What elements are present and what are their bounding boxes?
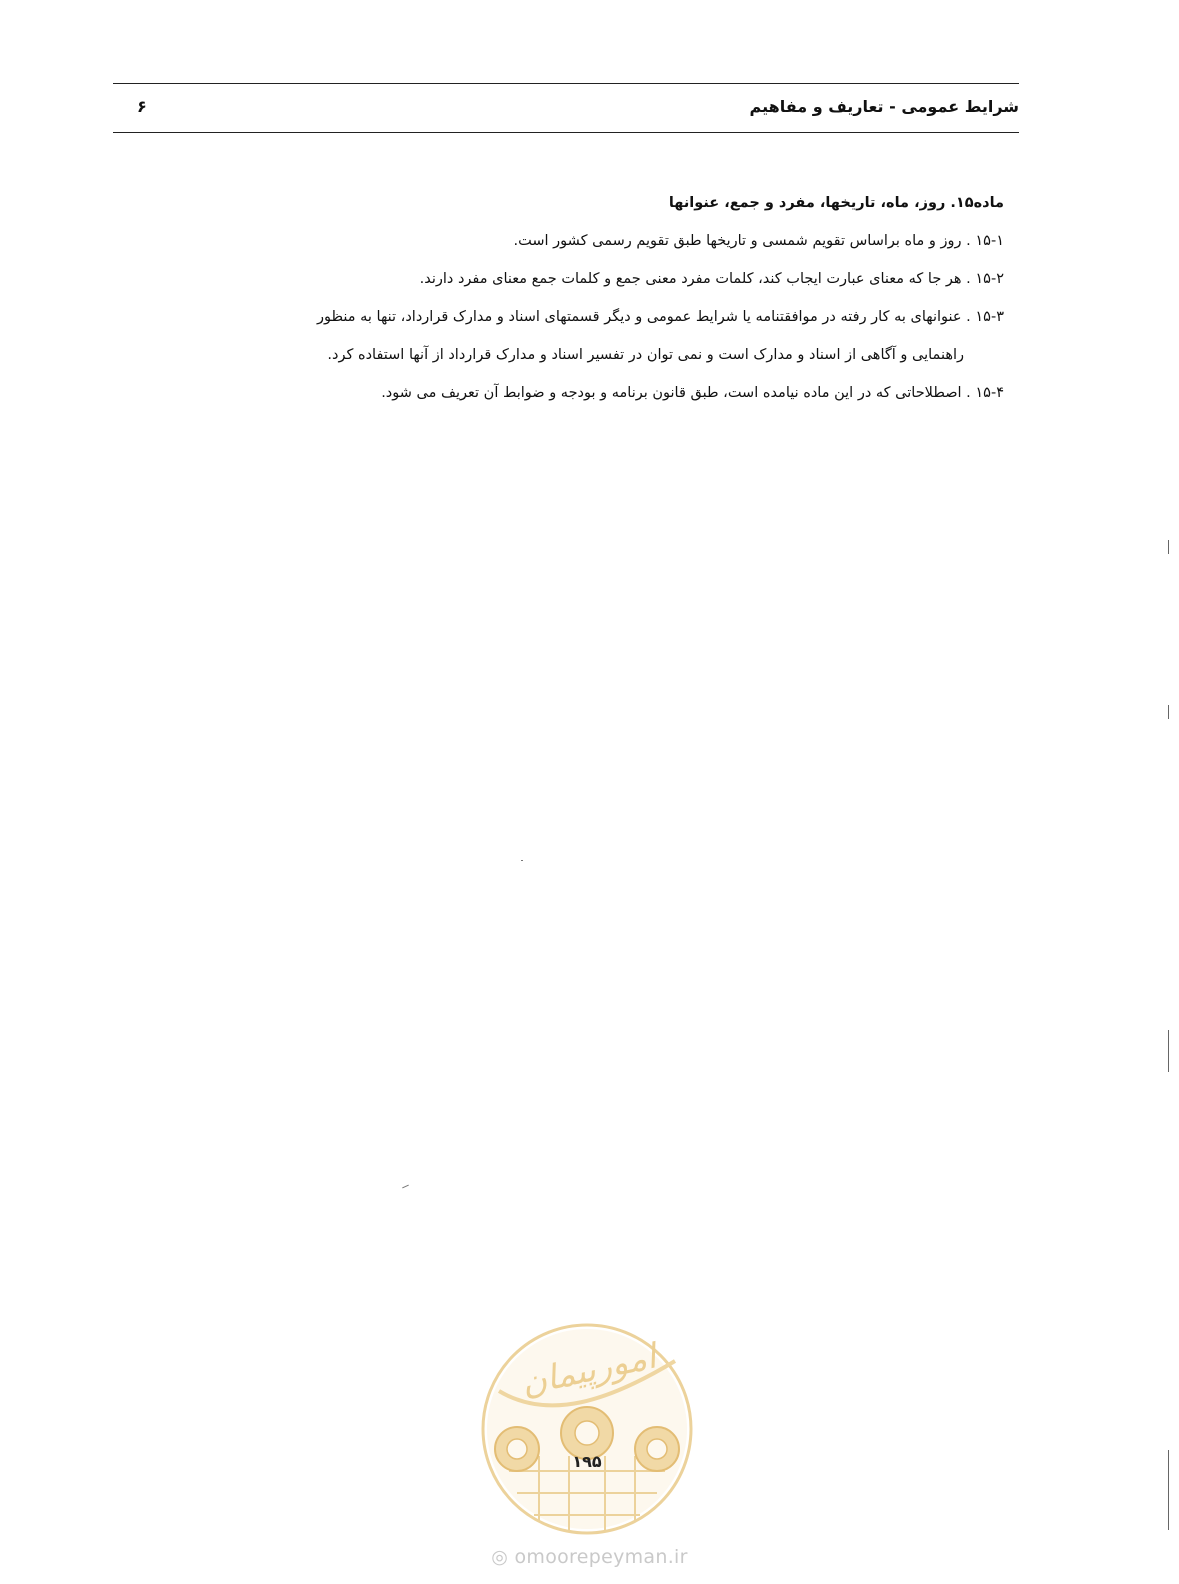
globe-icon: ◎ xyxy=(491,1546,509,1568)
edge-mark xyxy=(1168,1030,1170,1072)
clause-15-2: ۱۵-۲ . هر جا که معنای عبارت ایجاب کند، کلمات مفرد معنی جمع و کلمات جمع معنای مفرد دارند. xyxy=(419,271,1004,287)
header-bottom-rule xyxy=(113,132,1019,133)
article-heading: ماده۱۵. روز، ماه، تاریخها، مفرد و جمع، عنوانها xyxy=(668,195,1004,211)
clause-15-3-continuation: راهنمایی و آگاهی از اسناد و مدارک است و نمی توان در تفسیر اسناد و مدارک قرارداد از آنها استفاده کرد. xyxy=(327,347,964,363)
scan-speck xyxy=(521,860,523,861)
edge-mark xyxy=(1168,705,1170,719)
watermark-url xyxy=(0,1546,1179,1568)
scan-speck xyxy=(402,1185,409,1189)
seal-number: ۱۹۵ xyxy=(572,1452,602,1471)
running-title: شرایط عمومی - تعاریف و مفاهیم xyxy=(749,97,1019,116)
edge-mark xyxy=(1168,1450,1170,1530)
article-body xyxy=(124,184,1004,412)
watermark-seal xyxy=(479,1321,695,1537)
clause-15-4: ۱۵-۴ . اصطلاحاتی که در این ماده نیامده است، طبق قانون برنامه و بودجه و ضوابط آن تعریف می شود. xyxy=(381,385,1004,401)
clause-15-3: ۱۵-۳ . عنوانهای به کار رفته در موافقتنامه یا شرایط عمومی و دیگر قسمتهای اسناد و مدارک قرارداد، تنها به منظور xyxy=(316,309,1004,325)
clause-15-1: ۱۵-۱ . روز و ماه براساس تقویم شمسی و تاریخها طبق تقویم رسمی کشور است. xyxy=(513,233,1004,249)
page-number: ۶ xyxy=(137,97,147,116)
edge-mark xyxy=(1168,540,1170,554)
seal-text: امورپیمان xyxy=(517,1336,660,1404)
header-top-rule xyxy=(113,83,1019,84)
watermark-url-text: omoorepeyman.ir xyxy=(514,1546,688,1568)
